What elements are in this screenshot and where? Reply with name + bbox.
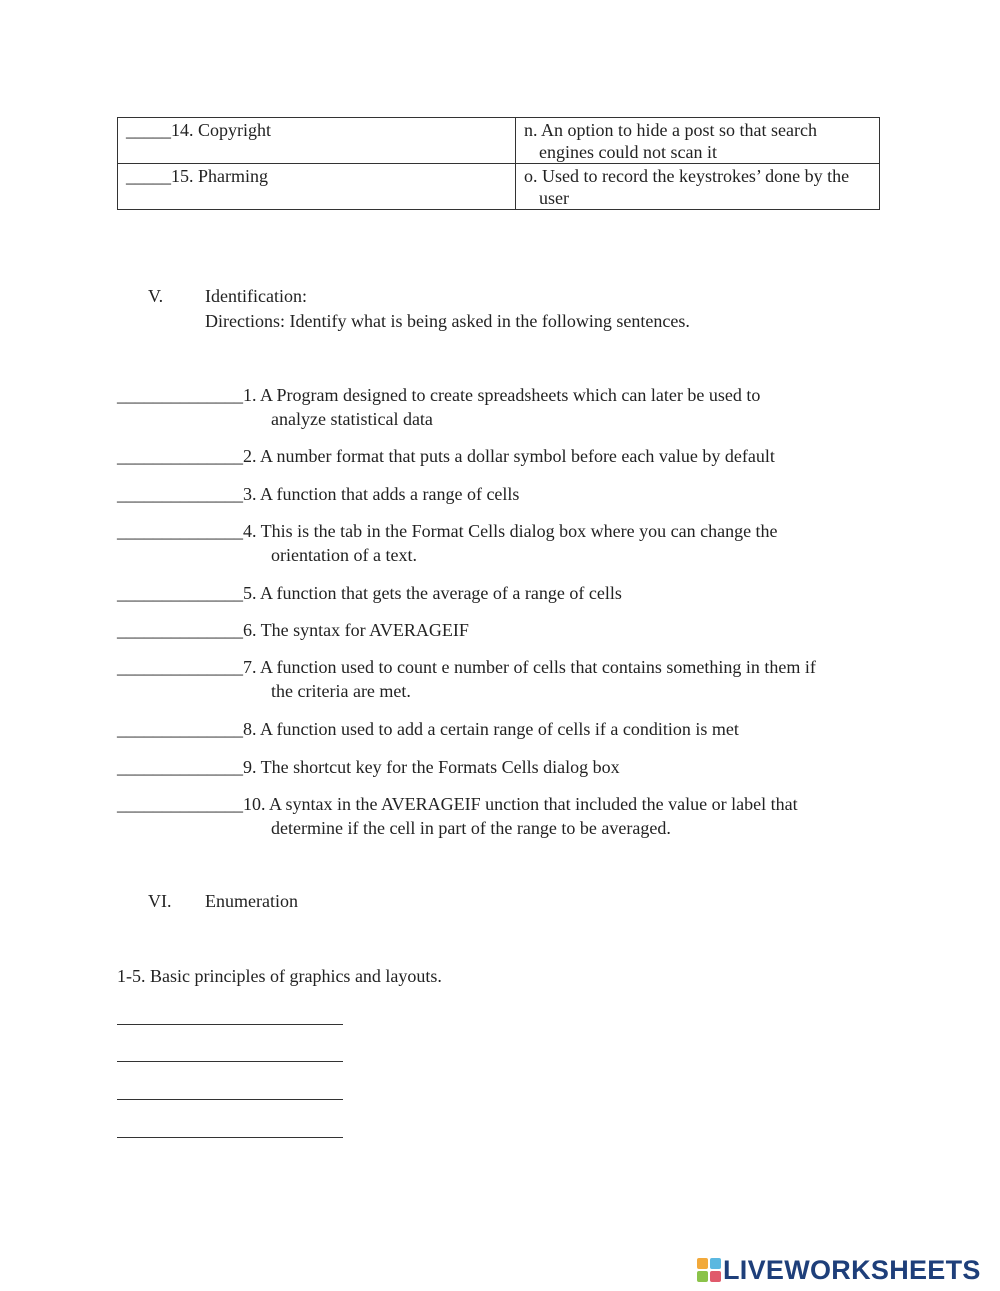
logo-text: LIVEWORKSHEETS: [723, 1255, 981, 1285]
list-item: [117, 383, 760, 431]
matching-term-text: _____14. Copyright: [126, 120, 272, 140]
answer-blank[interactable]: [117, 1099, 343, 1100]
enumeration-prompt: 1-5. Basic principles of graphics and layouts.: [117, 966, 442, 986]
answer-blank[interactable]: [117, 1137, 343, 1138]
item-continuation: orientation of a text.: [271, 545, 417, 565]
section-title: Enumeration: [205, 891, 298, 911]
logo-block: [710, 1258, 721, 1269]
item-continuation: determine if the cell in part of the range to be averaged.: [271, 818, 671, 838]
matching-definition: [516, 164, 880, 210]
definition-line: user: [539, 188, 569, 208]
logo-blocks-icon: [697, 1258, 721, 1282]
matching-term: [118, 118, 516, 164]
item-text: ______________2. A number format that puts a dollar symbol before each value by default: [117, 446, 775, 466]
answer-blank[interactable]: [117, 1061, 343, 1062]
item-text: ______________9. The shortcut key for the Formats Cells dialog box: [117, 757, 620, 777]
logo-block: [697, 1258, 708, 1269]
item-text: ______________7. A function used to count e number of cells that contains something in them if: [117, 657, 816, 677]
list-item: [117, 618, 469, 642]
section-number: VI.: [148, 891, 172, 911]
item-text: ______________8. A function used to add a certain range of cells if a condition is met: [117, 719, 739, 739]
item-text: ______________3. A function that adds a range of cells: [117, 484, 520, 504]
table-row: [118, 118, 880, 164]
item-text: ______________6. The syntax for AVERAGEIF: [117, 620, 469, 640]
item-continuation: analyze statistical data: [271, 409, 433, 429]
item-text: ______________1. A Program designed to create spreadsheets which can later be used to: [117, 385, 761, 405]
item-continuation: the criteria are met.: [271, 681, 411, 701]
list-item: [117, 792, 798, 840]
section-directions: Directions: Identify what is being asked in the following sentences.: [205, 311, 690, 331]
answer-blank[interactable]: [117, 1024, 343, 1025]
item-text: ______________10. A syntax in the AVERAGEIF unction that included the value or label that: [117, 794, 798, 814]
list-item: [117, 444, 775, 468]
matching-definition: [516, 118, 880, 164]
list-item: [117, 519, 778, 567]
list-item: [117, 482, 519, 506]
logo-block: [697, 1271, 708, 1282]
table-row: [118, 164, 880, 210]
definition-line: n. An option to hide a post so that search: [524, 120, 817, 140]
item-text: ______________5. A function that gets the average of a range of cells: [117, 583, 622, 603]
list-item: [117, 655, 816, 703]
list-item: [117, 581, 622, 605]
liveworksheets-logo: [697, 1256, 981, 1284]
list-item: [117, 755, 620, 779]
logo-block: [710, 1271, 721, 1282]
definition-line: o. Used to record the keystrokes’ done by the: [524, 166, 850, 186]
matching-table: [117, 117, 880, 210]
section-title: Identification:: [205, 286, 307, 306]
item-text: ______________4. This is the tab in the Format Cells dialog box where you can change the: [117, 521, 778, 541]
section-number: V.: [148, 286, 164, 306]
matching-term: [118, 164, 516, 210]
matching-term-text: _____15. Pharming: [126, 166, 268, 186]
definition-line: engines could not scan it: [539, 142, 717, 162]
list-item: [117, 717, 739, 741]
